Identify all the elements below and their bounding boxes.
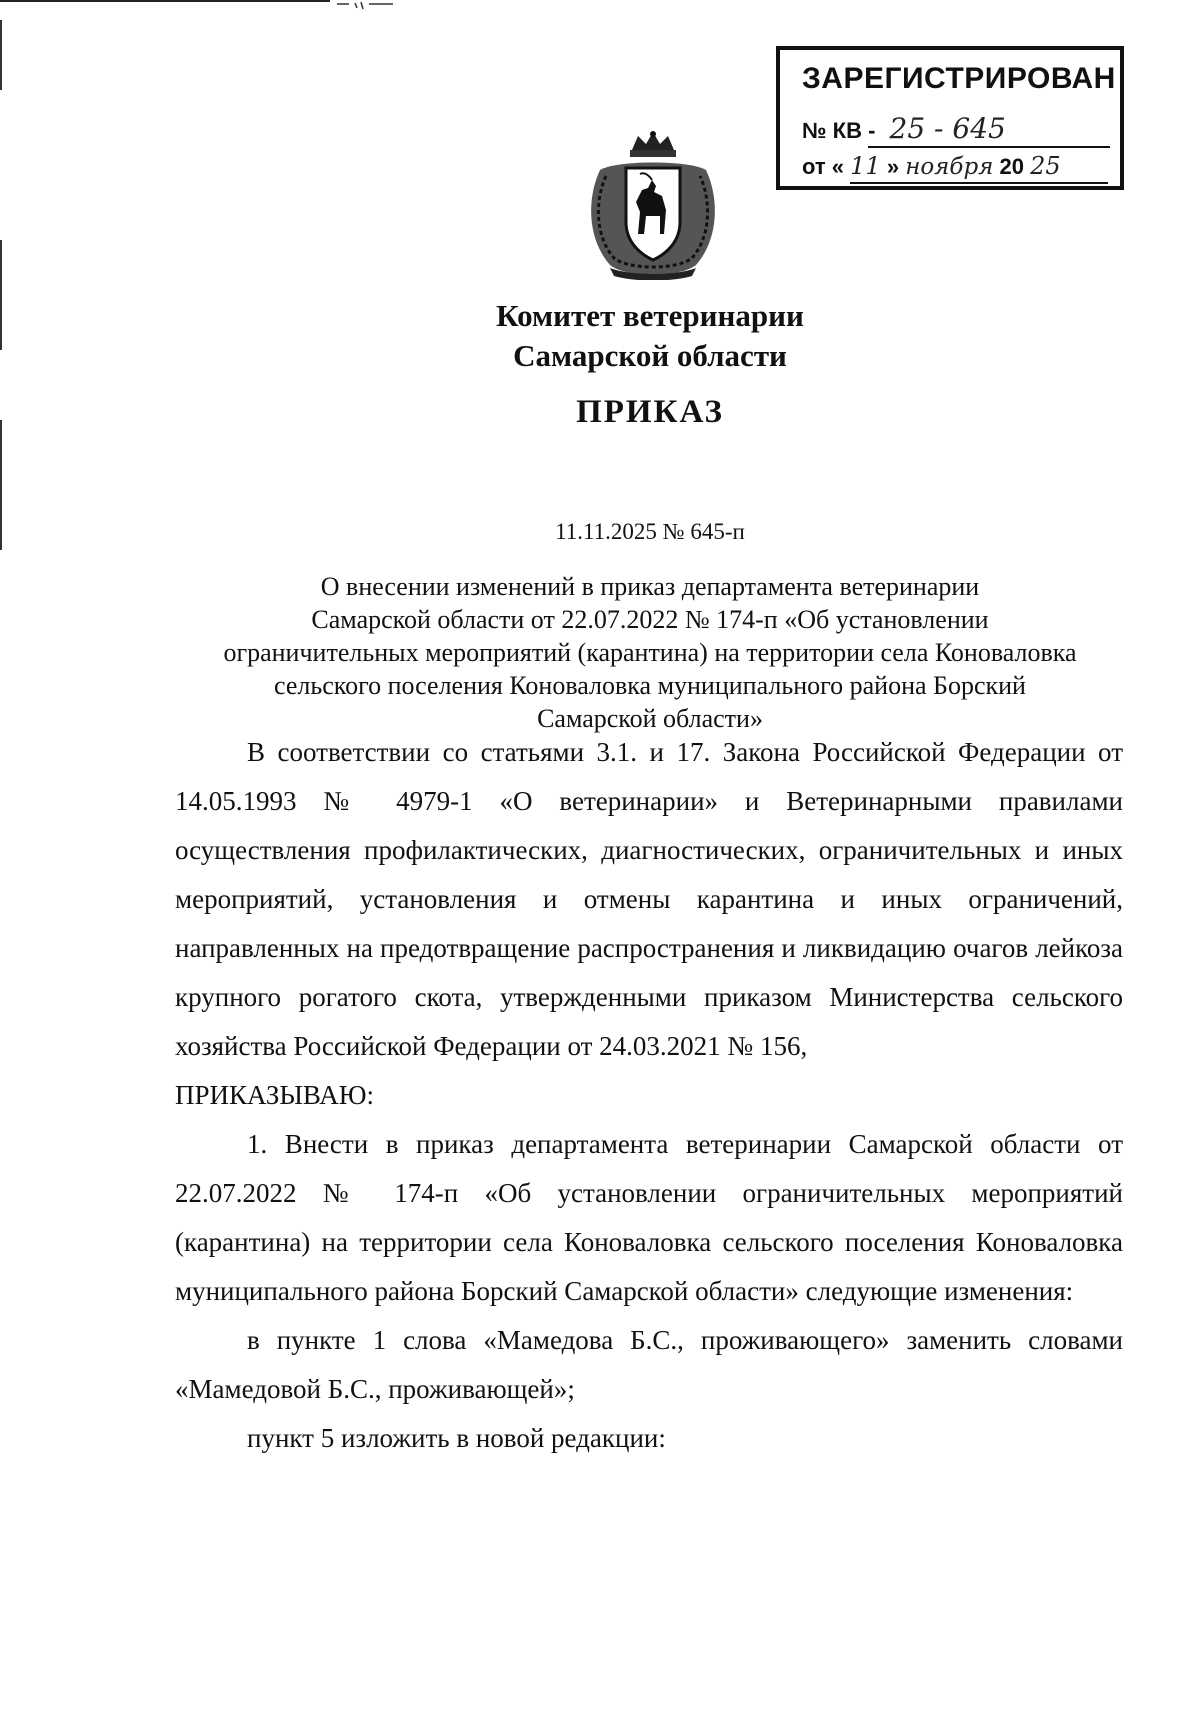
stamp-date-underline [850,182,1108,184]
registration-stamp [776,46,1124,190]
stamp-date-month-handwritten: ноября [905,154,994,180]
item-1-change-2: пункт 5 изложить в новой редакции: [247,1423,666,1453]
stamp-date-row [802,152,1061,180]
document-type-title: ПРИКАЗ [576,394,724,430]
order-word: ПРИКАЗЫВАЮ: [175,1080,374,1110]
stamp-title: ЗАРЕГИСТРИРОВАН [802,62,1116,95]
document-date-number: 11.11.2025 № 645-п [555,519,745,544]
document-subject [160,570,1140,735]
stamp-date-year-prefix: 20 [999,154,1025,179]
stamp-date-day-handwritten: 11 [850,152,881,180]
scan-edge-line [0,0,330,2]
stamp-date-year-handwritten: 25 [1030,152,1061,180]
scan-edge-left [0,20,2,90]
organization-name [0,296,1200,376]
organization-name-line2: Самарской области [513,338,787,373]
item-1-paragraph: 1. Внести в приказ департамента ветеринарии Самарской области от 22.07.2022 № 174-п «Об установлении ограничительных мероприятий (карантина) на территории села Коноваловка сельского поселения Коноваловка муниципального района Борский Самарской области» следующие изменения: [175,1129,1123,1306]
stamp-number-underline [868,146,1110,148]
scan-marks [335,0,395,12]
stamp-number-row [802,112,1006,145]
organization-name-line1: Комитет ветеринарии [496,298,804,333]
subject-line: сельского поселения Коноваловка муниципального района Борский [274,671,1026,700]
preamble-paragraph: В соответствии со статьями 3.1. и 17. Закона Российской Федерации от 14.05.1993 № 4979-1 «О ветеринарии» и Ветеринарными правилами осуществления профилактических, диагностических, ограничительных и иных мероприятий, установления и отмены карантина и иных ограничений, направленных на предотвращение распространения и ликвидацию очагов лейкоза крупного рогатого скота, утвержденными приказом Министерства сельского хозяйства Российской Федерации от 24.03.2021 № 156, [175,737,1123,1061]
item-1-change-1: в пункте 1 слова «Мамедова Б.С., проживающего» заменить словами «Мамедовой Б.С., проживающей»; [175,1325,1123,1404]
document-body [175,728,1123,1463]
stamp-date-mid: » [886,154,900,179]
stamp-number-label: № КВ - [802,118,876,143]
stamp-number-handwritten: 25 - 645 [889,112,1006,145]
subject-line: Самарской области от 22.07.2022 № 174-п «Об установлении [311,605,989,634]
stamp-date-prefix: от « [802,154,845,179]
subject-line: О внесении изменений в приказ департамента ветеринарии [320,572,980,601]
samara-coat-of-arms-icon [580,130,726,280]
subject-line: ограничительных мероприятий (карантина) на территории села Коноваловка [223,638,1077,667]
subject-line: Самарской области» [537,704,763,733]
